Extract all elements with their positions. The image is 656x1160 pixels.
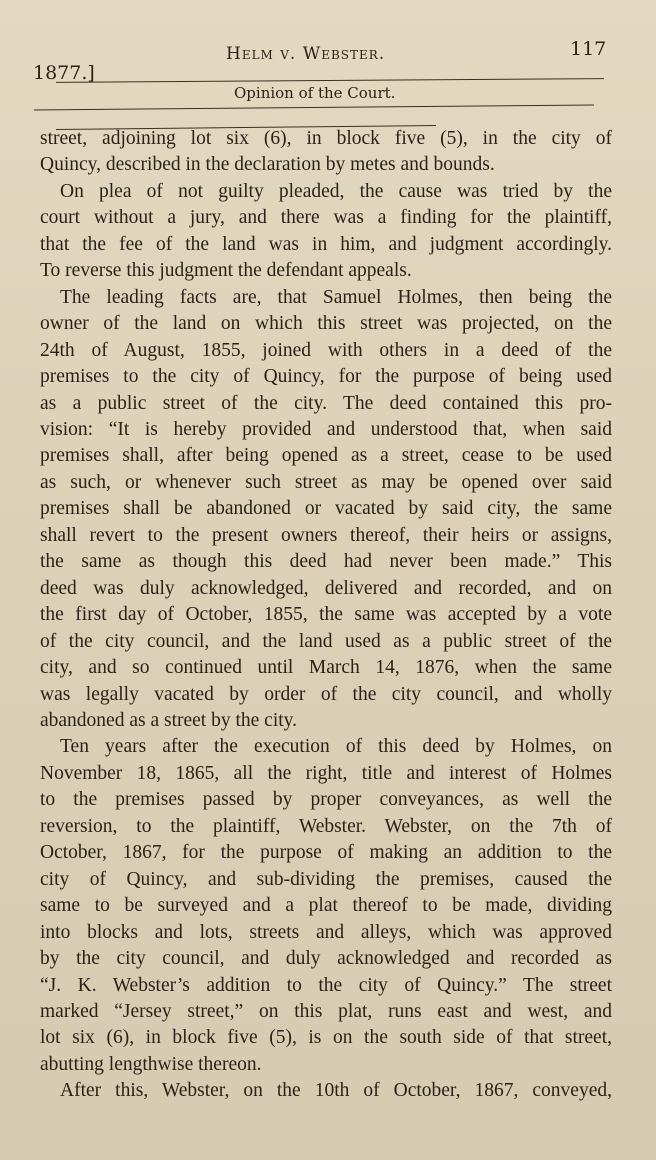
text-line: shall revert to the present owners thereof, their heirs or assigns,	[40, 524, 612, 546]
text-line: by the city council, and duly acknowledged and recorded as	[40, 948, 612, 970]
text-line: 24th of August, 1855, joined with others in a deed of the	[40, 339, 612, 361]
year-heading: 1877.]	[33, 62, 95, 84]
text-line: Quincy, described in the declaration by metes and bounds.	[40, 154, 495, 176]
text-line: lot six (6), in block five (5), is on the south side of that street,	[40, 1027, 612, 1049]
page-number: 117	[570, 38, 607, 60]
text-line: same to be surveyed and a plat thereof to be made, dividing	[40, 895, 612, 917]
text-line: Ten years after the execution of this deed by Holmes, on	[60, 736, 612, 758]
text-line: On plea of not guilty pleaded, the cause was tried by the	[60, 180, 612, 202]
text-line: of the city council, and the land used as a public street of the	[40, 630, 612, 652]
text-line: city, and so continued until March 14, 1876, when the same	[40, 657, 612, 679]
text-line: the same as though this deed had never been made.” This	[40, 551, 612, 573]
opinion-body	[40, 126, 612, 1105]
text-line: The leading facts are, that Samuel Holmes, then being the	[60, 286, 612, 308]
text-line: street, adjoining lot six (6), in block five (5), in the city of	[40, 128, 612, 149]
header-rule	[56, 78, 604, 83]
text-line: deed was duly acknowledged, delivered and recorded, and on	[40, 577, 612, 599]
text-line: November 18, 1865, all the right, title and interest of Holmes	[40, 762, 612, 784]
text-line: October, 1867, for the purpose of making an addition to the	[40, 842, 612, 864]
text-line: court without a jury, and there was a finding for the plaintiff,	[40, 207, 612, 229]
text-line: To reverse this judgment the defendant appeals.	[40, 260, 412, 282]
text-line: reversion, to the plaintiff, Webster. Webster, on the 7th of	[40, 815, 612, 837]
text-line: the first day of October, 1855, the same was accepted by a vote	[40, 604, 612, 626]
section-subheading: Opinion of the Court.	[234, 84, 396, 102]
text-line: was legally vacated by order of the city council, and wholly	[40, 683, 612, 705]
text-line: into blocks and lots, streets and alleys, which was approved	[40, 921, 612, 943]
text-line: abutting lengthwise thereon.	[40, 1053, 262, 1075]
text-line: as such, or whenever such street as may be opened over said	[40, 471, 612, 493]
text-line: After this, Webster, on the 10th of October, 1867, conveyed,	[60, 1080, 612, 1102]
text-line: vision: “It is hereby provided and understood that, when said	[40, 418, 612, 440]
text-line: abandoned as a street by the city.	[40, 709, 298, 731]
text-line: “J. K. Webster’s addition to the city of Quincy.” The street	[40, 974, 612, 996]
text-line: to the premises passed by proper conveyances, as well the	[40, 789, 612, 811]
subheading-rule	[34, 105, 594, 111]
text-line: premises to the city of Quincy, for the purpose of being used	[40, 366, 612, 388]
text-line: that the fee of the land was in him, and judgment accordingly.	[40, 233, 612, 255]
text-line: city of Quincy, and sub-dividing the premises, caused the	[40, 868, 612, 890]
text-line: as a public street of the city. The deed contained this pro-	[40, 392, 612, 414]
text-line: owner of the land on which this street was projected, on the	[40, 313, 612, 335]
text-line: marked “Jersey street,” on this plat, runs east and west, and	[40, 1000, 612, 1022]
running-title: Helm v. Webster.	[226, 44, 386, 64]
text-line: premises shall be abandoned or vacated by said city, the same	[40, 498, 612, 520]
text-line: premises shall, after being opened as a street, cease to be used	[40, 445, 612, 467]
